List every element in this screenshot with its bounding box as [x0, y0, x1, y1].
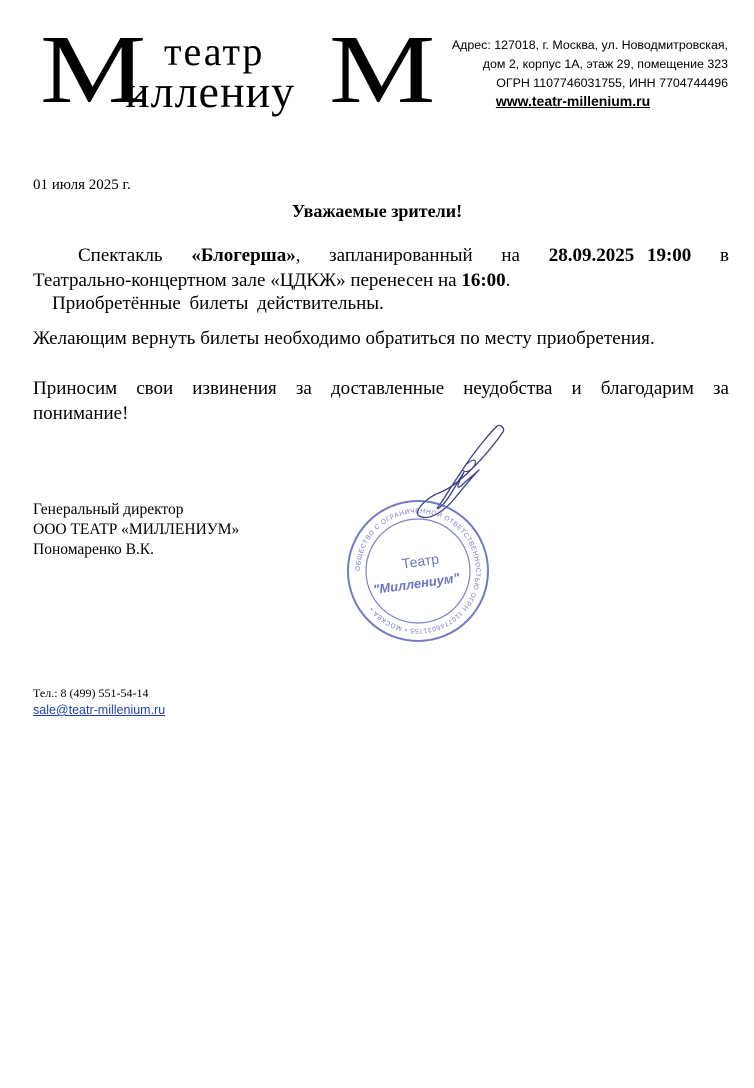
svg-text:ОБЩЕСТВО С ОГРАНИЧЕННОЙ ОТВЕТС — [355, 508, 481, 634]
word-on: на — [501, 245, 520, 266]
period: . — [505, 270, 511, 291]
logo-word-theatre: театр — [164, 29, 265, 74]
apology-word: за — [713, 378, 729, 399]
logo-letter-m-left: М — [40, 16, 147, 124]
paragraph-line-2 — [33, 268, 729, 293]
apology-word: извинения — [192, 378, 277, 399]
logo-word-millenium: иллениу — [125, 66, 296, 117]
rescheduling-paragraph — [33, 243, 729, 293]
theatre-logo — [38, 16, 436, 124]
new-time: 16:00 — [461, 270, 506, 291]
apology-line-1 — [33, 376, 729, 401]
contacts-block — [33, 685, 165, 719]
stamp-word-millenium: "Миллениум" — [372, 570, 461, 598]
address-block — [418, 36, 728, 111]
letter-date: 01 июля 2025 г. — [33, 177, 131, 193]
website-link[interactable]: www.teatr-millenium.ru — [495, 93, 651, 109]
stamp-word-theatre: Театр — [400, 550, 440, 572]
signatory-name: Пономаренко В.К. — [33, 541, 154, 558]
apology-word: и — [571, 378, 582, 399]
letter-greeting: Уважаемые зрители! — [291, 201, 463, 221]
original-datetime: 28.09.2025 19:00 — [548, 245, 692, 266]
address-line-1: Адрес: 127018, г. Москва, ул. Новодмитровская, — [451, 38, 728, 52]
show-title-group — [191, 243, 300, 268]
signatory-company: ООО ТЕАТР «МИЛЛЕНИУМ» — [33, 521, 240, 538]
apology-word: неудобства — [463, 378, 553, 399]
word-in: в — [719, 245, 729, 266]
apology-word: за — [295, 378, 312, 399]
apology-word: благодарим — [600, 378, 694, 399]
word-planned: запланированный — [329, 245, 473, 266]
stamp-ring-text: ОБЩЕСТВО С ОГРАНИЧЕННОЙ ОТВЕТСТВЕННОСТЬЮ ОГРН 1107746031755 • МОСКВА • — [354, 507, 482, 635]
logo-letter-m-right: М — [329, 16, 436, 124]
signatory-block — [33, 500, 239, 560]
signatory-position: Генеральный директор — [33, 501, 184, 518]
company-stamp — [343, 496, 493, 646]
show-title: «Блогерша» — [191, 245, 296, 266]
registration-numbers: ОГРН 1107746031755, ИНН 7704744496 — [496, 76, 728, 90]
venue-text: Театрально-концертном зале «ЦДКЖ» перенесен на — [33, 270, 457, 291]
apology-paragraph — [33, 376, 729, 426]
paragraph-line-1 — [33, 243, 729, 268]
apology-word: доставленные — [330, 378, 445, 399]
apology-line-2: понимание! — [33, 403, 129, 424]
phone-number: Тел.: 8 (499) 551-54-14 — [33, 686, 149, 700]
apology-word: Приносим — [33, 378, 118, 399]
word-show: Спектакль — [78, 245, 163, 266]
refund-line: Желающим вернуть билеты необходимо обратиться по месту приобретения. — [33, 328, 655, 349]
comma: , — [295, 245, 301, 266]
tickets-valid-line: Приобретённые билеты действительны. — [52, 293, 384, 314]
email-link[interactable]: sale@teatr-millenium.ru — [33, 703, 166, 717]
apology-word: свои — [136, 378, 174, 399]
address-line-2: дом 2, корпус 1А, этаж 29, помещение 323 — [482, 57, 728, 71]
